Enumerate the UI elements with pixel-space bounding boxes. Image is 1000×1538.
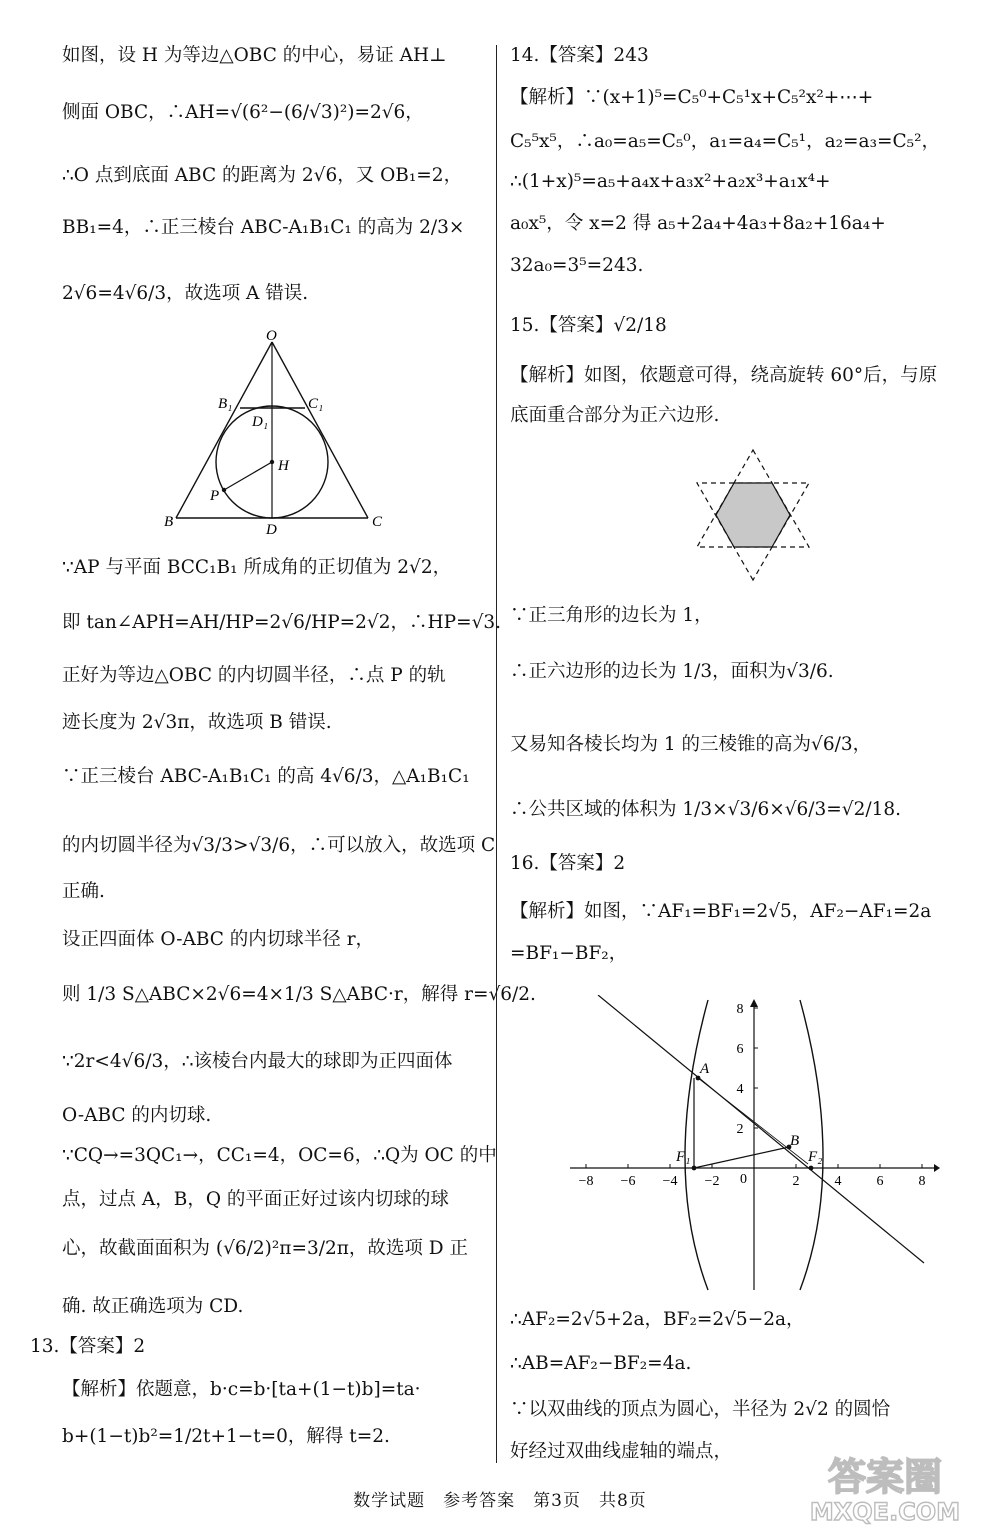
right-lines-text: 底面重合部分为正六边形. bbox=[510, 405, 720, 426]
label-D: D bbox=[266, 522, 277, 538]
right-lines-text: 好经过双曲线虚轴的端点， bbox=[510, 1441, 733, 1462]
left-lines-text: 2√6=4√6/3，故选项 A 错误. bbox=[62, 283, 309, 304]
left-lines-text: 【解析】依题意，b·c=b·[ta+(1−t)b]=ta· bbox=[62, 1379, 421, 1400]
y-tick-label: 4 bbox=[736, 1082, 744, 1097]
left-lines-text: O-ABC 的内切球. bbox=[62, 1105, 212, 1126]
x-tick-label: −6 bbox=[620, 1174, 636, 1189]
left-lines-text: 点，过点 A，B，Q 的平面正好过该内切球的球 bbox=[62, 1189, 449, 1210]
column-divider bbox=[496, 45, 497, 1463]
left-lines-text: ∵正三棱台 ABC-A₁B₁C₁ 的高 4√6/3，△A₁B₁C₁ bbox=[62, 766, 470, 787]
label-D1: D₁ bbox=[252, 414, 269, 430]
right-lines-text: ∴公共区域的体积为 1/3×√3/6×√6/3=√2/18. bbox=[510, 799, 901, 820]
right-lines-text: 【解析】如图，依题意可得，绕高旋转 60°后，与原 bbox=[510, 365, 938, 386]
right-lines-text: 15.【答案】√2/18 bbox=[510, 315, 667, 336]
left-lines-text: 确. 故正确选项为 CD. bbox=[62, 1296, 244, 1317]
left-lines-text: BB₁=4，∴正三棱台 ABC-A₁B₁C₁ 的高为 2/3× bbox=[62, 217, 465, 238]
right-lines-text: ∴AF₂=2√5+2a，BF₂=2√5−2a， bbox=[510, 1309, 805, 1330]
right-lines-text: ∴AB=AF₂−BF₂=4a. bbox=[510, 1353, 692, 1374]
hyperbola-figure bbox=[568, 995, 940, 1295]
svg-text:MXQE.COM: MXQE.COM bbox=[809, 1498, 961, 1526]
label-H: H bbox=[278, 458, 289, 474]
right-lines-text: 14.【答案】243 bbox=[510, 45, 649, 66]
left-lines-text: 设正四面体 O-ABC 的内切球半径 r， bbox=[62, 929, 375, 950]
left-lines-text: 的内切圆半径为√3/3>√3/6，∴可以放入，故选项 C bbox=[62, 835, 496, 856]
left-lines-text: 即 tan∠APH=AH/HP=2√6/HP=2√2，∴HP=√3. bbox=[62, 612, 502, 633]
left-lines-text: 心，故截面面积为 (√6/2)²π=3/2π，故选项 D 正 bbox=[62, 1238, 468, 1259]
left-lines-text: 正确. bbox=[62, 881, 105, 902]
left-lines-text: 迹长度为 2√3π，故选项 B 错误. bbox=[62, 712, 332, 733]
left-lines-text: ∵2r<4√6/3，∴该棱台内最大的球即为正四面体 bbox=[62, 1051, 453, 1072]
right-lines-text: ∵正三角形的边长为 1， bbox=[510, 605, 713, 626]
right-lines-text: 16.【答案】2 bbox=[510, 853, 626, 874]
label-B: B bbox=[164, 514, 174, 530]
x-tick-label: 6 bbox=[876, 1174, 884, 1189]
label-B1: B₁ bbox=[218, 396, 233, 412]
label-C: C bbox=[372, 514, 383, 530]
left-lines-text: 正好为等边△OBC 的内切圆半径，∴点 P 的轨 bbox=[62, 665, 446, 686]
y-tick-label: 2 bbox=[736, 1122, 744, 1137]
right-lines-text: =BF₁−BF₂， bbox=[510, 943, 628, 964]
y-tick-label: 8 bbox=[736, 1002, 744, 1017]
label-B: B bbox=[790, 1133, 800, 1149]
left-lines-text: 侧面 OBC，∴AH=√(6²−(6/√3)²)=2√6， bbox=[62, 102, 424, 123]
triangle-incircle-figure bbox=[160, 328, 400, 538]
left-lines-text: b+(1−t)b²=1/2t+1−t=0，解得 t=2. bbox=[62, 1426, 390, 1447]
x-tick-label: 4 bbox=[834, 1174, 842, 1189]
left-lines-text: 如图，设 H 为等边△OBC 的中心，易证 AH⊥ bbox=[62, 45, 447, 66]
label-O: O bbox=[266, 328, 277, 344]
right-lines-text: 【解析】如图，∵AF₁=BF₁=2√5，AF₂−AF₁=2a bbox=[510, 901, 932, 922]
label-P: P bbox=[210, 488, 220, 504]
svg-text:答案圈: 答案圈 bbox=[827, 1455, 943, 1499]
right-lines-text: 又易知各棱长均为 1 的三棱锥的高为√6/3， bbox=[510, 734, 872, 755]
x-tick-label: −2 bbox=[704, 1174, 720, 1189]
q13-answer-heading: 13.【答案】2 bbox=[30, 1336, 146, 1357]
star-hexagon-figure bbox=[688, 444, 818, 592]
label-C1: C₁ bbox=[308, 396, 324, 412]
x-tick-label: −4 bbox=[662, 1174, 678, 1189]
right-lines-text: ∴正六边形的边长为 1/3，面积为√3/6. bbox=[510, 661, 834, 682]
y-tick-label: 6 bbox=[736, 1042, 744, 1057]
left-lines-text: ∴O 点到底面 ABC 的距离为 2√6，又 OB₁=2， bbox=[62, 165, 463, 186]
right-lines-text: 【解析】∵(x+1)⁵=C₅⁰+C₅¹x+C₅²x²+⋯+ bbox=[510, 87, 874, 108]
right-lines-text: a₀x⁵，令 x=2 得 a₅+2a₄+4a₃+8a₂+16a₄+ bbox=[510, 213, 886, 234]
label-F2: F₂ bbox=[808, 1149, 823, 1165]
x-tick-label: 8 bbox=[918, 1174, 926, 1189]
watermark-logo bbox=[790, 1446, 980, 1526]
right-lines-text: 32a₀=3⁵=243. bbox=[510, 255, 644, 276]
x-tick-label: −8 bbox=[578, 1174, 594, 1189]
page-footer: 数学试题 参考答案 第3页 共8页 bbox=[353, 1491, 647, 1511]
label-A: A bbox=[700, 1061, 710, 1077]
left-lines-text: 则 1/3 S△ABC×2√6=4×1/3 S△ABC·r，解得 r=√6/2. bbox=[62, 984, 536, 1005]
left-lines-text: ∵AP 与平面 BCC₁B₁ 所成角的正切值为 2√2， bbox=[62, 557, 452, 578]
right-lines-text: ∵以双曲线的顶点为圆心，半径为 2√2 的圆恰 bbox=[510, 1399, 891, 1420]
right-lines-text: C₅⁵x⁵，∴a₀=a₅=C₅⁰，a₁=a₄=C₅¹，a₂=a₃=C₅²， bbox=[510, 131, 940, 152]
label-origin: 0 bbox=[740, 1172, 747, 1187]
right-lines-text: ∴(1+x)⁵=a₅+a₄x+a₃x²+a₂x³+a₁x⁴+ bbox=[510, 171, 831, 192]
left-lines-text: ∵CQ→=3QC₁→，CC₁=4，OC=6，∴Q为 OC 的中 bbox=[62, 1145, 497, 1166]
x-tick-label: 2 bbox=[792, 1174, 800, 1189]
label-F1: F₁ bbox=[676, 1149, 691, 1165]
